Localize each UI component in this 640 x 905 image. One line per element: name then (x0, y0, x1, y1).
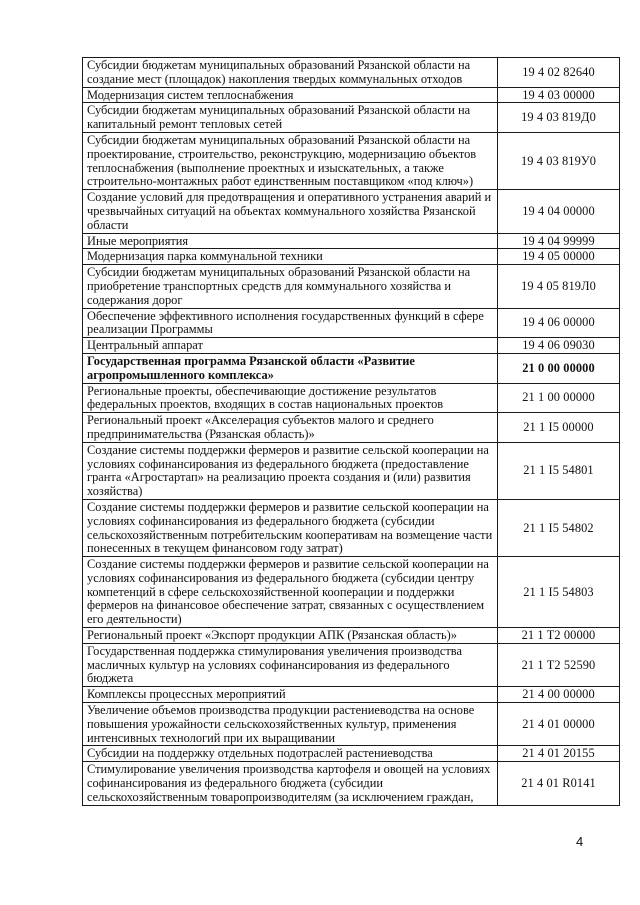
table-row (83, 58, 620, 88)
budget-classification-table (82, 57, 620, 806)
row-name-cell: Создание системы поддержки фермеров и развитие сельской кооперации на условиях софинансирования из федерального бюджета (субсидии центру компетенций в сфере сельскохозяйственной кооперации и поддержки фермеров на финансовое обеспечение затрат, связанных с осуществлением его деятельности) (83, 557, 498, 628)
table-row (83, 87, 620, 103)
row-name-cell: Увеличение объемов производства продукции растениеводства на основе повышения урожайности сельскохозяйственных культур, применения интенсивных технологий при их выращивании (83, 703, 498, 746)
row-code-cell: 19 4 04 99999 (498, 233, 620, 249)
row-code-cell: 21 1 I5 54801 (498, 442, 620, 499)
row-name-cell: Субсидии бюджетам муниципальных образований Рязанской области на проектирование, строительство, реконструкцию, модернизацию объектов теплоснабжения (выполнение проектных и изыскательных, а также строительно-монтажных работ единственным поставщиком «под ключ») (83, 132, 498, 189)
table-row (83, 308, 620, 338)
row-name-cell: Модернизация парка коммунальной техники (83, 249, 498, 265)
row-code-cell: 21 1 T2 00000 (498, 628, 620, 644)
row-code-cell: 21 1 I5 54803 (498, 557, 620, 628)
table-row (83, 499, 620, 556)
table-row (83, 557, 620, 628)
row-code-cell: 19 4 02 82640 (498, 58, 620, 88)
row-name-cell: Обеспечение эффективного исполнения государственных функций в сфере реализации Программы (83, 308, 498, 338)
row-name-cell: Субсидии бюджетам муниципальных образований Рязанской области на создание мест (площадок) накопления твердых коммунальных отходов (83, 58, 498, 88)
row-code-cell: 19 4 06 09030 (498, 338, 620, 354)
row-name-cell: Стимулирование увеличения производства картофеля и овощей на условиях софинансирования из федерального бюджета (субсидии сельскохозяйственным товаропроизводителям (за исключением граждан, (83, 762, 498, 805)
row-code-cell: 21 4 00 00000 (498, 687, 620, 703)
table-row (83, 233, 620, 249)
row-code-cell: 21 1 00 00000 (498, 383, 620, 413)
page-number: 4 (576, 834, 584, 849)
table-row (83, 746, 620, 762)
row-name-cell: Центральный аппарат (83, 338, 498, 354)
table-row (83, 132, 620, 189)
row-name-cell: Иные мероприятия (83, 233, 498, 249)
row-code-cell: 19 4 05 819Л0 (498, 265, 620, 308)
table-row (83, 249, 620, 265)
table-row (83, 643, 620, 686)
row-name-cell: Субсидии на поддержку отдельных подотраслей растениеводства (83, 746, 498, 762)
row-name-cell: Создание системы поддержки фермеров и развитие сельской кооперации на условиях софинансирования из федерального бюджета (субсидии сельскохозяйственным потребительским кооперативам на возмещение части понесенных в текущем финансовом году затрат) (83, 499, 498, 556)
row-name-cell: Государственная поддержка стимулирования увеличения производства масличных культур на условиях софинансирования из федерального бюджета (83, 643, 498, 686)
table-row (83, 687, 620, 703)
row-code-cell: 21 4 01 R0141 (498, 762, 620, 805)
table-row (83, 628, 620, 644)
row-code-cell: 21 1 I5 00000 (498, 413, 620, 443)
row-code-cell: 19 4 06 00000 (498, 308, 620, 338)
row-code-cell: 21 1 T2 52590 (498, 643, 620, 686)
table-row (83, 103, 620, 133)
row-code-cell: 19 4 04 00000 (498, 190, 620, 233)
table-row (83, 353, 620, 383)
row-code-cell: 19 4 03 00000 (498, 87, 620, 103)
table-row (83, 190, 620, 233)
table-row (83, 703, 620, 746)
row-name-cell: Модернизация систем теплоснабжения (83, 87, 498, 103)
row-code-cell: 21 4 01 20155 (498, 746, 620, 762)
row-name-cell: Субсидии бюджетам муниципальных образований Рязанской области на капитальный ремонт тепловых сетей (83, 103, 498, 133)
table-row (83, 338, 620, 354)
table-row (83, 265, 620, 308)
row-name-cell: Создание условий для предотвращения и оперативного устранения аварий и чрезвычайных ситуаций на объектах коммунального хозяйства Рязанской области (83, 190, 498, 233)
row-code-cell: 19 4 05 00000 (498, 249, 620, 265)
row-name-cell: Региональный проект «Экспорт продукции АПК (Рязанская область)» (83, 628, 498, 644)
row-name-cell: Создание системы поддержки фермеров и развитие сельской кооперации на условиях софинансирования из федерального бюджета (предоставление гранта «Агростартап» на реализацию проекта создания и (или) развития хозяйства) (83, 442, 498, 499)
table-row (83, 383, 620, 413)
row-name-cell: Субсидии бюджетам муниципальных образований Рязанской области на приобретение транспортных средств для коммунального хозяйства и содержания дорог (83, 265, 498, 308)
table-body (83, 58, 620, 806)
row-code-cell: 21 1 I5 54802 (498, 499, 620, 556)
table-row (83, 442, 620, 499)
row-code-cell: 19 4 03 819У0 (498, 132, 620, 189)
row-code-cell: 21 0 00 00000 (498, 353, 620, 383)
row-name-cell: Региональный проект «Акселерация субъектов малого и среднего предпринимательства (Рязанская область)» (83, 413, 498, 443)
row-name-cell: Региональные проекты, обеспечивающие достижение результатов федеральных проектов, входящих в состав национальных проектов (83, 383, 498, 413)
row-name-cell: Государственная программа Рязанской области «Развитие агропромышленного комплекса» (83, 353, 498, 383)
row-name-cell: Комплексы процессных мероприятий (83, 687, 498, 703)
row-code-cell: 21 4 01 00000 (498, 703, 620, 746)
row-code-cell: 19 4 03 819Д0 (498, 103, 620, 133)
table-row (83, 413, 620, 443)
table-row (83, 762, 620, 805)
